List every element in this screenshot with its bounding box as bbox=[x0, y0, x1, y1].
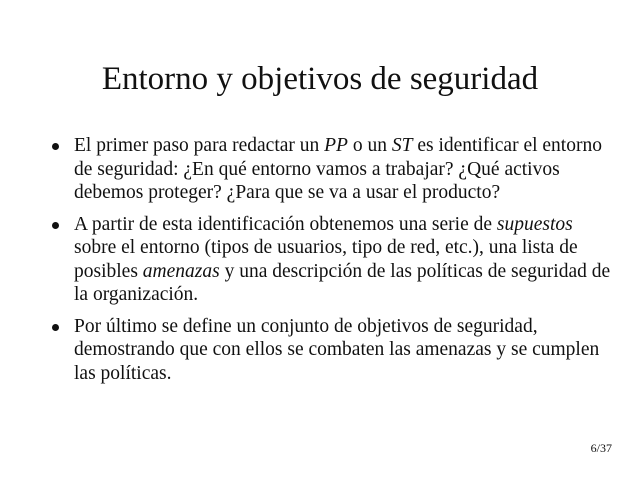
bullet-text bbox=[74, 135, 602, 203]
bullet-dot-icon bbox=[52, 324, 59, 331]
text-segment: sobre el entorno (tipos de usuarios, tipo de red, etc.), una lista de posibles bbox=[74, 237, 578, 282]
bullet-item-3 bbox=[52, 315, 612, 386]
page-number: 6/37 bbox=[590, 441, 612, 455]
bullet-dot-icon bbox=[52, 222, 59, 229]
text-segment: A partir de esta identificación obtenemos una serie de bbox=[74, 213, 497, 235]
bullet-item-1 bbox=[52, 134, 612, 205]
slide-title: Entorno y objetivos de seguridad bbox=[101, 61, 539, 97]
emphasis-pp: PP bbox=[324, 135, 348, 156]
text-segment: Por último se define un conjunto de objetivos de seguridad, demostrando que con ellos se combaten las amenazas y se cumplen las políticas. bbox=[74, 315, 600, 384]
bullet-item-2 bbox=[52, 213, 612, 307]
emphasis-amenazas: amenazas bbox=[142, 260, 220, 282]
text-segment: o un bbox=[347, 135, 392, 156]
bullet-text bbox=[74, 316, 599, 384]
bullet-list bbox=[52, 134, 612, 393]
bullet-dot-icon bbox=[52, 143, 59, 150]
emphasis-st: ST bbox=[391, 135, 413, 156]
text-segment: es identificar el entorno de seguridad: ¿En qué entorno vamos a trabajar? ¿Qué activos debemos proteger? ¿Para que se va a usar el producto? bbox=[74, 135, 602, 203]
text-segment: El primer paso para redactar un bbox=[74, 135, 325, 156]
bullet-text bbox=[74, 214, 610, 306]
text-segment: y una descripción de las políticas de seguridad de la organización. bbox=[74, 260, 611, 305]
emphasis-supuestos: supuestos bbox=[496, 213, 573, 235]
